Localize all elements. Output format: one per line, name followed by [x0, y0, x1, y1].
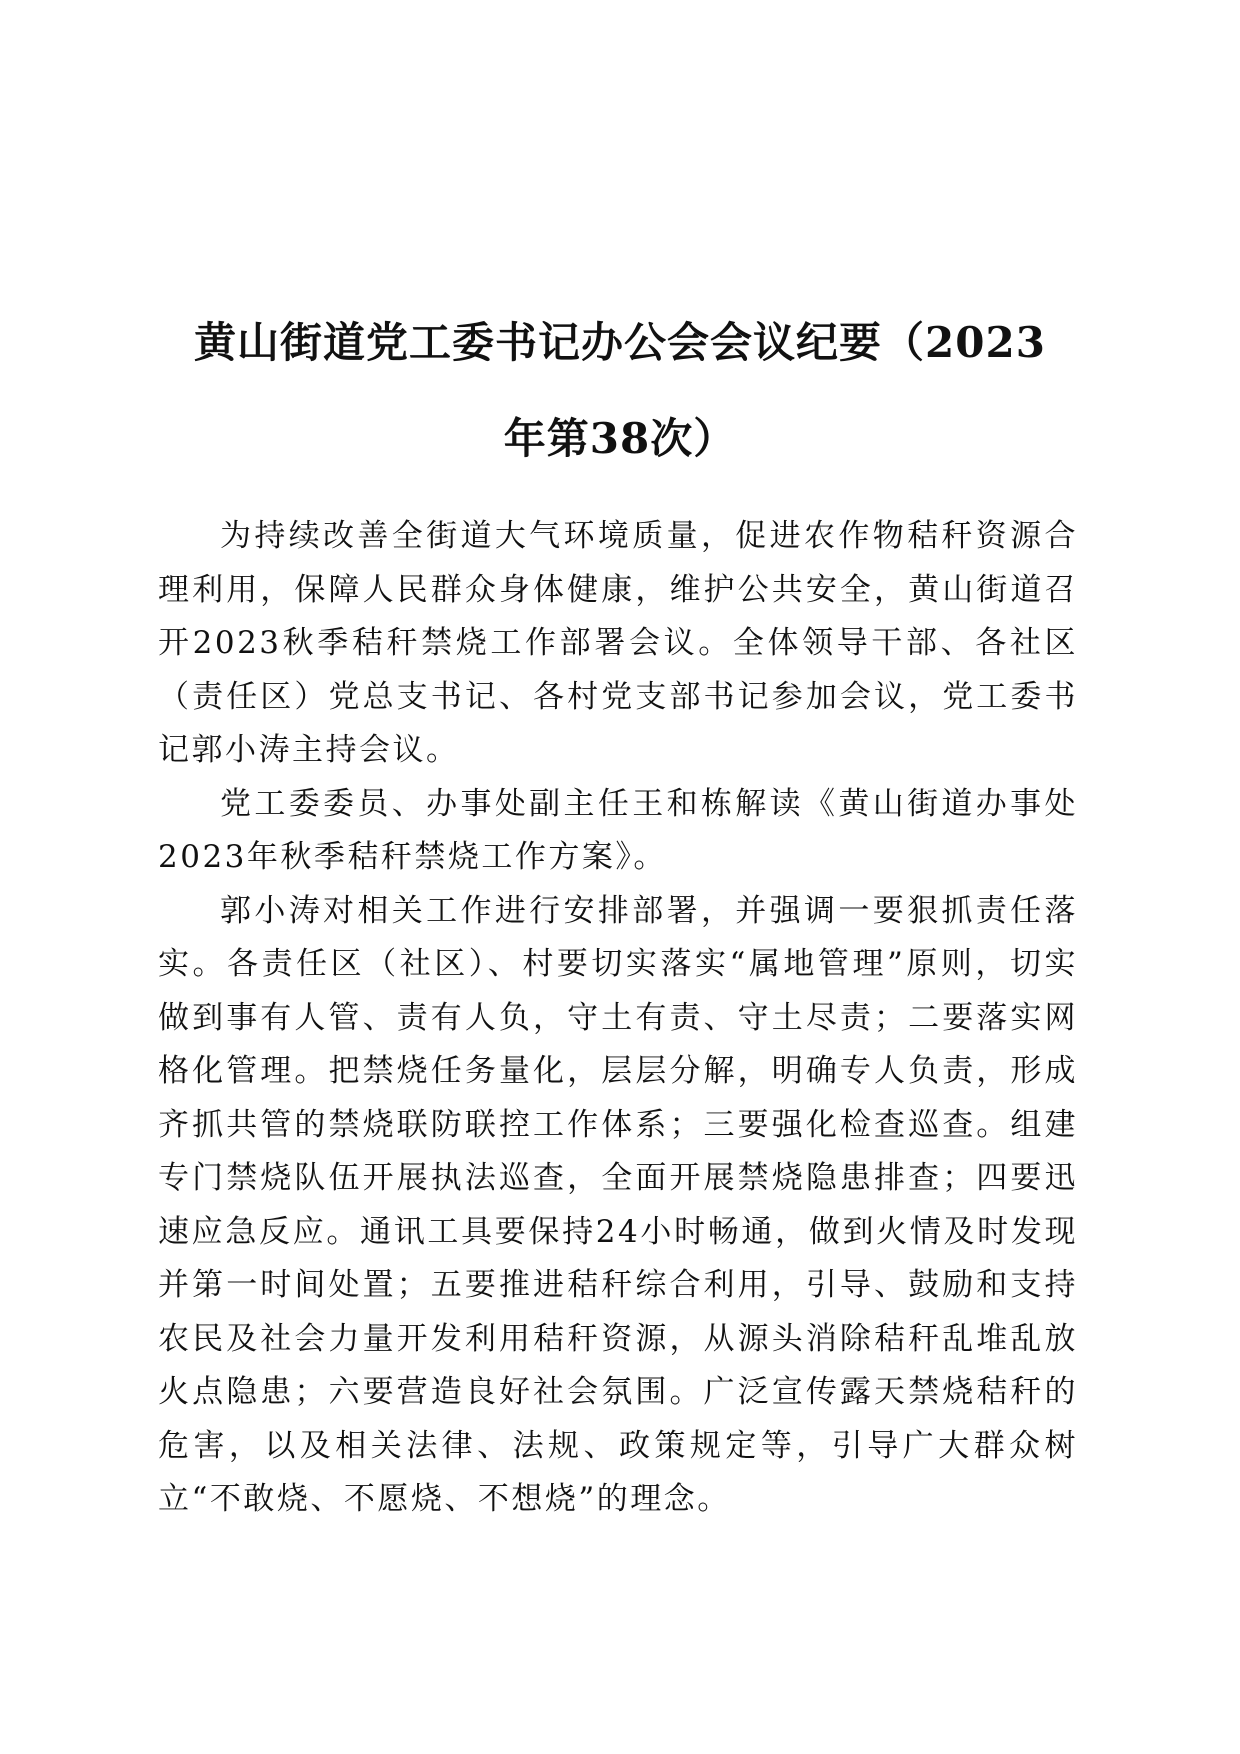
- document-body: [158, 510, 1078, 1527]
- paragraph-requirements: 郭小涛对相关工作进行安排部署，并强调一要狠抓责任落实。各责任区（社区）、村要切实落实“属地管理”原则，切实做到事有人管、责有人负，守土有责、守土尽责；二要落实网格化管理。把禁烧任务量化，层层分解，明确专人负责，形成齐抓共管的禁烧联防联控工作体系；三要强化检查巡查。组建专门禁烧队伍开展执法巡查，全面开展禁烧隐患排查；四要迅速应急反应。通讯工具要保持24小时畅通，做到火情及时发现并第一时间处置；五要推进秸秆综合利用，引导、鼓励和支持农民及社会力量开发利用秸秆资源，从源头消除秸秆乱堆乱放火点隐患；六要营造良好社会氛围。广泛宣传露天禁烧秸秆的危害，以及相关法律、法规、政策规定等，引导广大群众树立“不敢烧、不愿烧、不想烧”的理念。: [158, 892, 1078, 1517]
- paragraph-plan-reading: 党工委委员、办事处副主任王和栋解读《黄山街道办事处2023年秋季秸秆禁烧工作方案》。: [158, 785, 1078, 875]
- title-line-1: 黄山街道党工委书记办公会会议纪要（2023: [194, 318, 1046, 367]
- title-line-2: 年第38次）: [503, 414, 737, 463]
- paragraph-intro: 为持续改善全街道大气环境质量，促进农作物秸秆资源合理利用，保障人民群众身体健康，维护公共安全，黄山街道召开2023秋季秸秆禁烧工作部署会议。全体领导干部、各社区（责任区）党总支书记、各村党支部书记参加会议，党工委书记郭小涛主持会议。: [158, 518, 1078, 768]
- document-title: [150, 295, 1090, 487]
